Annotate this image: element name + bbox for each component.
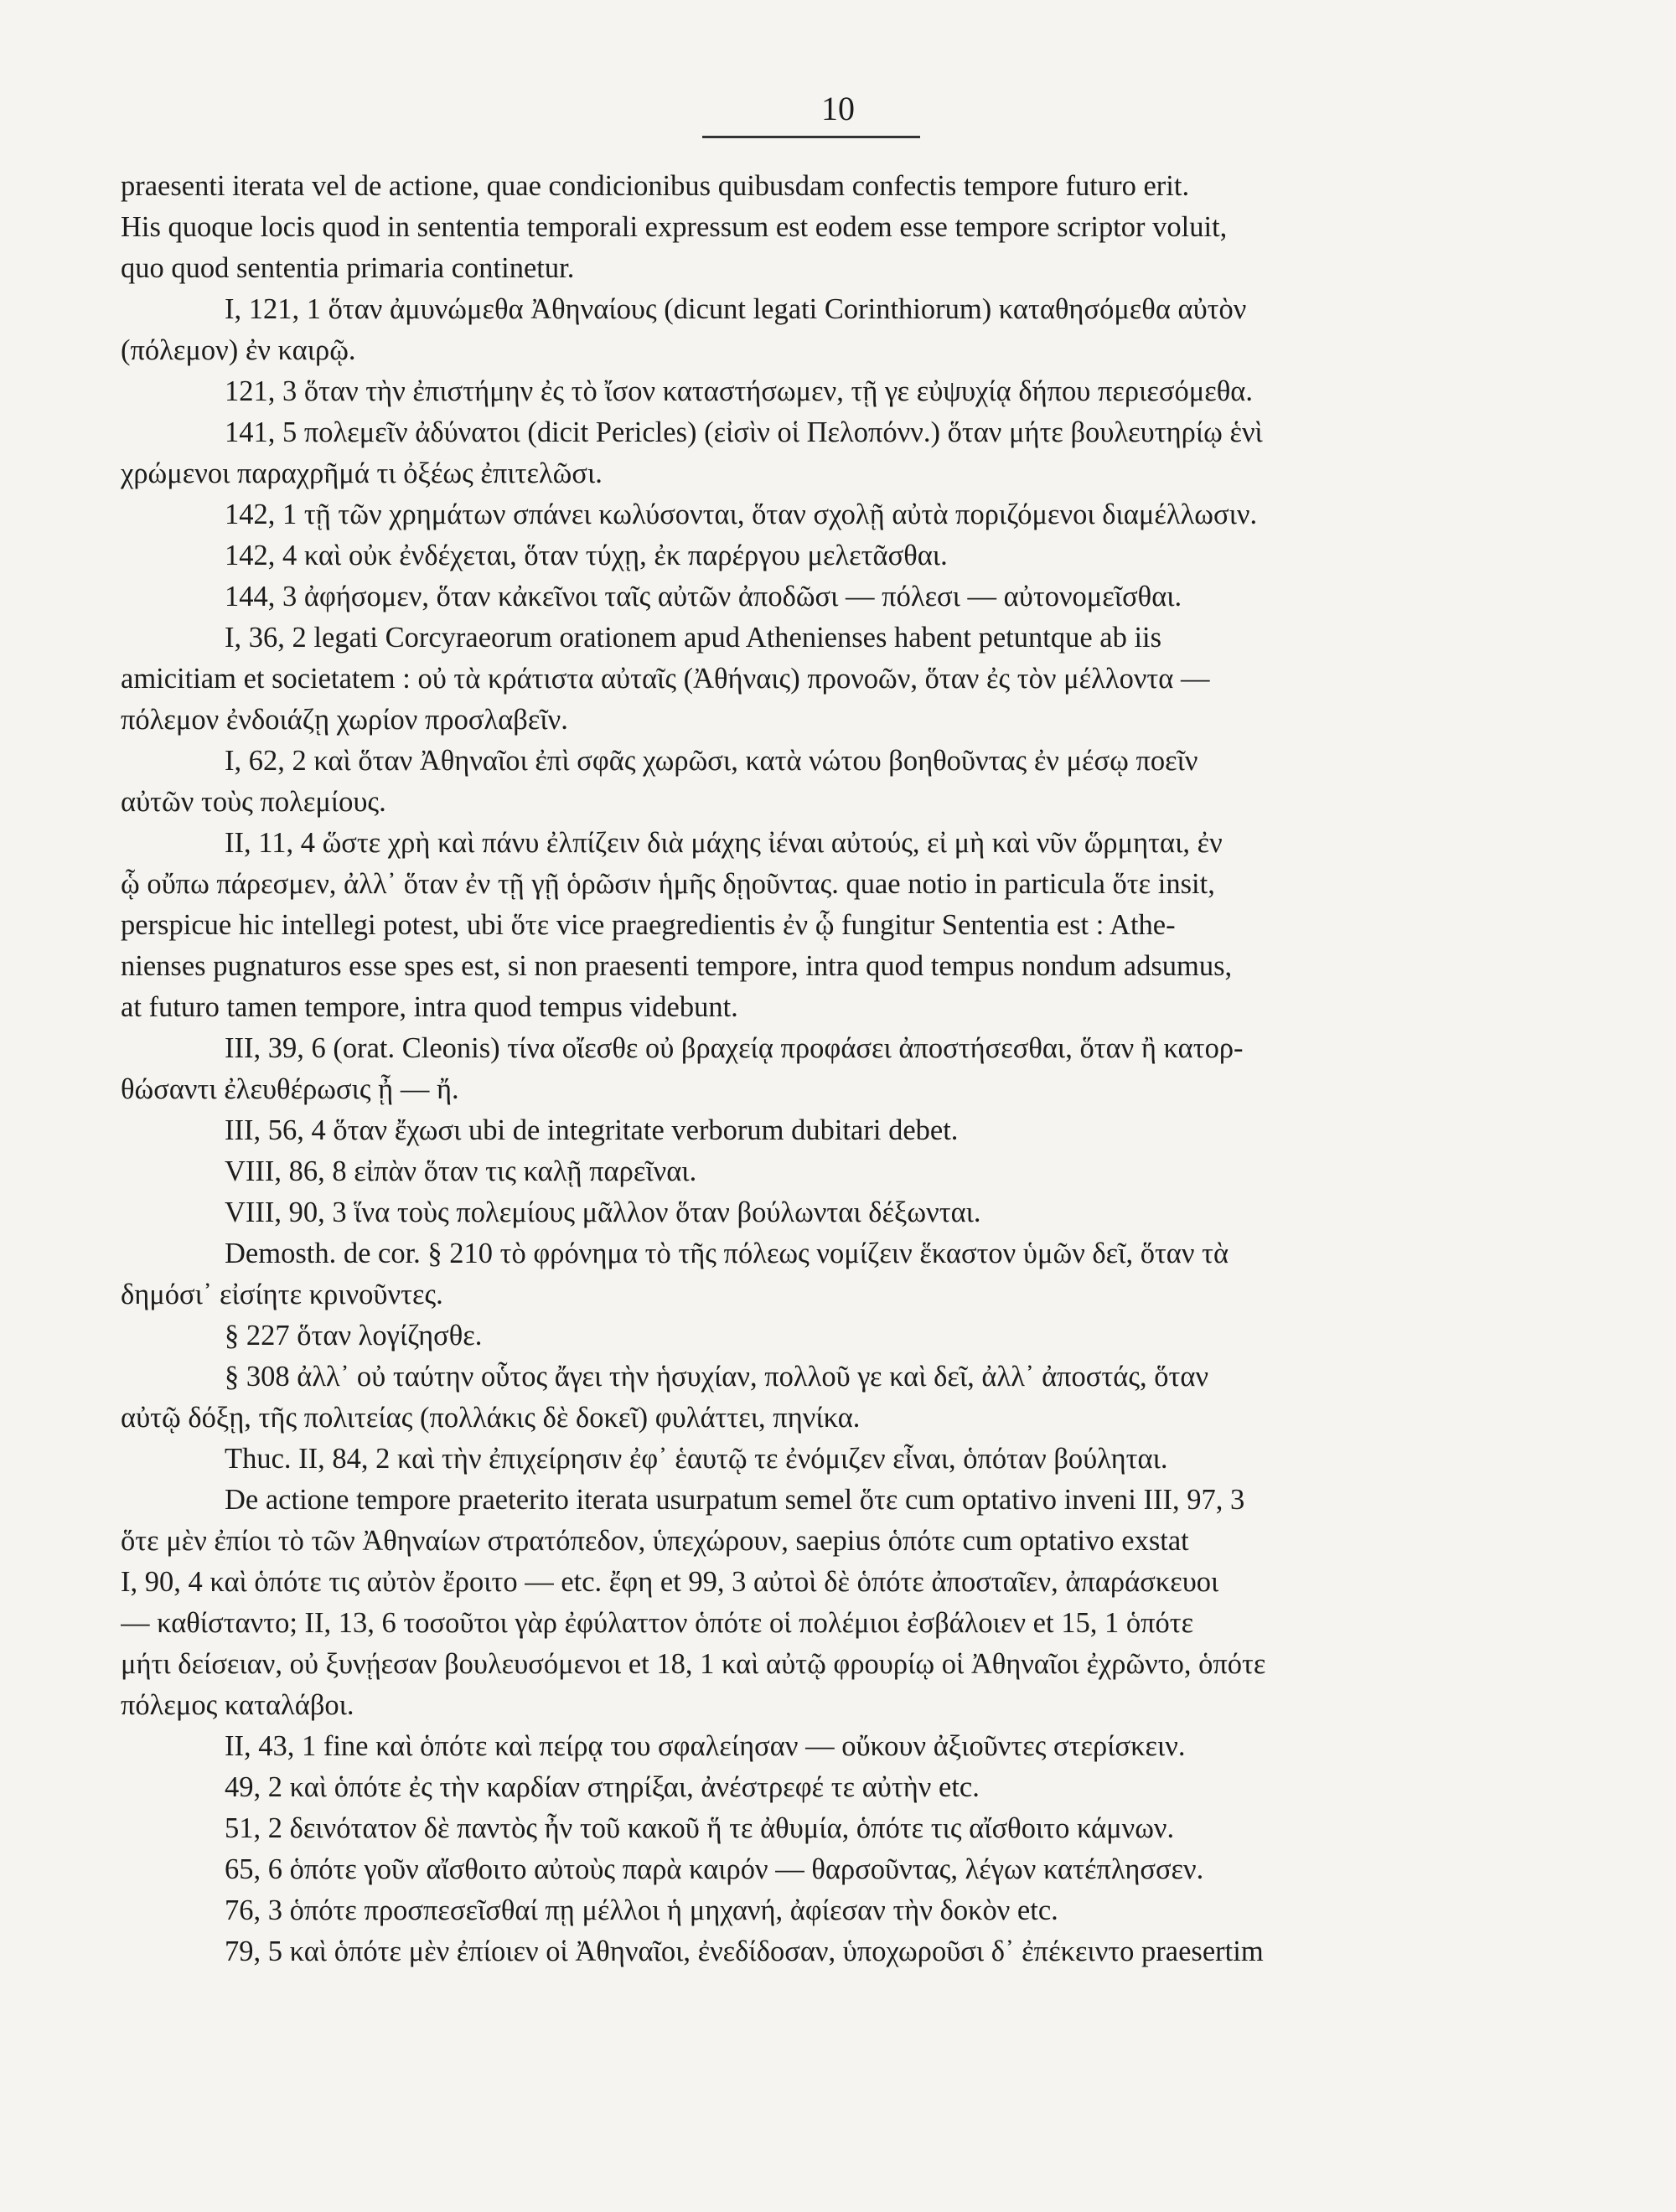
text-line: perspicue hic intellegi potest, ubi ὅτε vice praegredientis ἐν ᾧ fungitur Sententia est : Athe- (121, 909, 1176, 941)
text-line: VIII, 90, 3 ἵνα τοὺς πολεμίους μᾶλλον ὅταν βούλωνται δέξωνται. (225, 1196, 981, 1228)
text-line: III, 56, 4 ὅταν ἔχωσι ubi de integritate verborum dubitari debet. (225, 1114, 959, 1146)
text-line: ᾧ οὔπω πάρεσμεν, ἀλλ᾽ ὅταν ἐν τῇ γῇ ὁρῶσιν ἡμῆς δῃοῦντας. quae notio in particula ὅτε insit, (121, 868, 1215, 900)
text-line: θώσαντι ἐλευθέρωσις ᾖ — ἤ. (121, 1073, 459, 1105)
text-line: His quoque locis quod in sententia temporali expressum est eodem esse tempore scriptor voluit, (121, 211, 1228, 243)
text-line: praesenti iterata vel de actione, quae condicionibus quibusdam confectis tempore futuro erit. (121, 170, 1190, 202)
text-line: § 308 ἀλλ᾽ οὐ ταύτην οὗτος ἄγει τὴν ἡσυχίαν, πολλοῦ γε καὶ δεῖ, ἀλλ᾽ ἀποστάς, ὅταν (225, 1361, 1209, 1393)
text-line: 142, 4 καὶ οὐκ ἐνδέχεται, ὅταν τύχῃ, ἐκ παρέργου μελετᾶσθαι. (225, 540, 948, 571)
text-line: δημόσι᾽ εἰσίητε κρινοῦντες. (121, 1279, 443, 1310)
text-line: II, 11, 4 ὥστε χρὴ καὶ πάνυ ἐλπίζειν διὰ μάχης ἰέναι αὐτούς, εἰ μὴ καὶ νῦν ὥρμηται, ἐν (225, 827, 1223, 859)
text-line: at futuro tamen tempore, intra quod tempus videbunt. (121, 991, 738, 1023)
text-line: III, 39, 6 (orat. Cleonis) τίνα οἴεσθε οὐ βραχείᾳ προφάσει ἀποστήσεσθαι, ὅταν ἢ κατορ- (225, 1032, 1244, 1064)
text-line: 79, 5 καὶ ὁπότε μὲν ἐπίοιεν οἱ Ἀθηναῖοι, ἐνεδίδοσαν, ὑποχωροῦσι δ᾽ ἐπέκειντο praesertim (225, 1936, 1264, 1967)
text-line: nienses pugnaturos esse spes est, si non praesenti tempore, intra quod tempus nondum adsumus, (121, 950, 1233, 982)
text-line: πόλεμον ἐνδοιάζῃ χωρίον προσλαβεῖν. (121, 704, 568, 736)
text-line: 142, 1 τῇ τῶν χρημάτων σπάνει κωλύσονται, ὅταν σχολῇ αὐτὰ ποριζόμενοι διαμέλλωσιν. (225, 499, 1258, 530)
text-line: § 227 ὅταν λογίζησθε. (225, 1320, 483, 1351)
text-line: 121, 3 ὅταν τὴν ἐπιστήμην ἐς τὸ ἴσον καταστήσωμεν, τῇ γε εὐψυχίᾳ δήπου περιεσόμεθα. (225, 375, 1253, 407)
page-number: 10 (821, 90, 855, 127)
text-line: I, 90, 4 καὶ ὁπότε τις αὐτὸν ἔροιτο — etc. ἔφη et 99, 3 αὐτοὶ δὲ ὁπότε ἀποσταῖεν, ἀπαράσκευοι (121, 1566, 1219, 1598)
text-line: De actione tempore praeterito iterata usurpatum semel ὅτε cum optativo inveni III, 97, 3 (225, 1484, 1245, 1516)
text-line: 141, 5 πολεμεῖν ἀδύνατοι (dicit Pericles) (εἰσὶν οἱ Πελοπόνν.) ὅταν μήτε βουλευτηρίῳ ἑνὶ (225, 416, 1263, 448)
text-line: 65, 6 ὁπότε γοῦν αἴσθοιτο αὐτοὺς παρὰ καιρόν — θαρσοῦντας, λέγων κατέπλησσεν. (225, 1853, 1204, 1885)
text-line: VIII, 86, 8 εἰπὰν ὅταν τις καλῇ παρεῖναι. (225, 1155, 697, 1187)
text-line: μήτι δείσειαν, οὐ ξυνῄεσαν βουλευσόμενοι et 18, 1 καὶ αὐτῷ φρουρίῳ οἱ Ἀθηναῖοι ἐχρῶντο, ὁπότε (121, 1648, 1266, 1680)
text-line: amicitiam et societatem : οὐ τὰ κράτιστα αὐταῖς (Ἀθήναις) προνοῶν, ὅταν ἐς τὸν μέλλοντα — (121, 663, 1210, 695)
body-text (121, 166, 1518, 1972)
text-line: 51, 2 δεινότατον δὲ παντὸς ἦν τοῦ κακοῦ ἥ τε ἀθυμία, ὁπότε τις αἴσθοιτο κάμνων. (225, 1812, 1175, 1844)
text-line: I, 36, 2 legati Corcyraeorum orationem apud Athenienses habent petuntque ab iis (225, 622, 1162, 654)
text-line: I, 121, 1 ὅταν ἀμυνώμεθα Ἀθηναίους (dicunt legati Corinthiorum) καταθησόμεθα αὐτὸν (225, 293, 1247, 325)
text-line: I, 62, 2 καὶ ὅταν Ἀθηναῖοι ἐπὶ σφᾶς χωρῶσι, κατὰ νώτου βοηθοῦντας ἐν μέσῳ ποεῖν (225, 745, 1198, 777)
text-line: Demosth. de cor. § 210 τὸ φρόνημα τὸ τῆς πόλεως νομίζειν ἕκαστον ὑμῶν δεῖ, ὅταν τὰ (225, 1238, 1229, 1269)
text-line: Thuc. II, 84, 2 καὶ τὴν ἐπιχείρησιν ἐφ᾽ ἑαυτῷ τε ἐνόμιζεν εἶναι, ὁπόταν βούληται. (225, 1443, 1168, 1475)
text-line: αὐτῷ δόξῃ, τῆς πολιτείας (πολλάκις δὲ δοκεῖ) φυλάττει, πηνίκα. (121, 1402, 861, 1434)
text-line: 49, 2 καὶ ὁπότε ἐς τὴν καρδίαν στηρίξαι, ἀνέστρεφέ τε αὐτὴν etc. (225, 1771, 980, 1803)
text-line: αὐτῶν τοὺς πολεμίους. (121, 786, 386, 818)
text-line: χρώμενοι παραχρῆμά τι ὀξέως ἐπιτελῶσι. (121, 457, 603, 489)
text-line: — καθίσταντο; II, 13, 6 τοσοῦτοι γὰρ ἐφύλαττον ὁπότε οἱ πολέμιοι ἐσβάλοιεν et 15, 1 ὁπότε (121, 1607, 1194, 1639)
text-line: ὅτε μὲν ἐπίοι τὸ τῶν Ἀθηναίων στρατόπεδον, ὑπεχώρουν, saepius ὁπότε cum optativo exstat (121, 1525, 1189, 1557)
text-line: 76, 3 ὁπότε προσπεσεῖσθαί πῃ μέλλοι ἡ μηχανή, ἀφίεσαν τὴν δοκὸν etc. (225, 1894, 1058, 1926)
text-line: quo quod sententia primaria continetur. (121, 252, 575, 284)
text-line: 144, 3 ἀφήσομεν, ὅταν κἀκεῖνοι ταῖς αὐτῶν ἀποδῶσι — πόλεσι — αὐτονομεῖσθαι. (225, 581, 1182, 612)
text-line: II, 43, 1 fine καὶ ὁπότε καὶ πείρᾳ του σφαλείησαν — οὔκουν ἀξιοῦντες στερίσκειν. (225, 1730, 1186, 1762)
page-number-rule (702, 136, 920, 138)
text-line: (πόλεμον) ἐν καιρῷ. (121, 334, 356, 366)
text-line: πόλεμος καταλάβοι. (121, 1689, 354, 1721)
